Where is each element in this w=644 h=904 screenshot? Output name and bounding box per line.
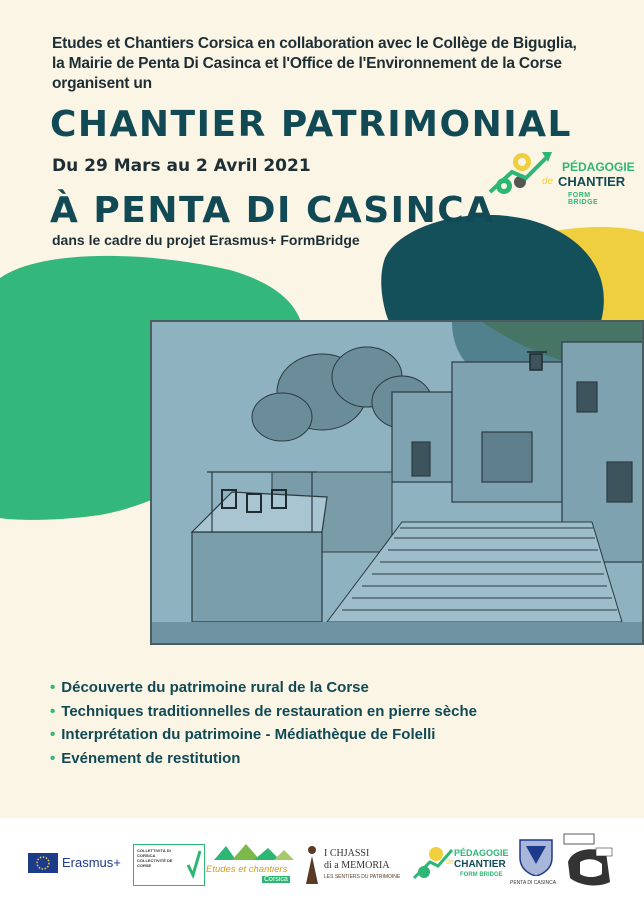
crest-icon: [516, 834, 556, 876]
bullet-icon: •: [50, 726, 56, 743]
intro-line-3: organisent un: [52, 75, 152, 92]
erasmus-logo: Erasmus+: [28, 853, 58, 878]
checkmark-icon: [186, 849, 202, 879]
collectivite-corse-logo: COLLETTIVITÀ DI CORSICA COLLECTIVITÉ DE CORSE: [133, 844, 205, 886]
ped-de: de: [542, 176, 554, 187]
mountains-icon: [214, 842, 294, 862]
etudes-chantiers-logo: Etudes et chantiers Corsica: [206, 842, 296, 892]
list-item: • Découverte du patrimoine rural de la Corse: [50, 679, 369, 696]
list-item: • Techniques traditionnelles de restauration en pierre sèche: [50, 702, 477, 720]
stone-staircase-drawing: [152, 322, 644, 645]
penta-di-casinca-logo: PENTA DI CASINCA: [510, 834, 562, 894]
bullet-icon: •: [50, 679, 56, 696]
ped-line-2: CHANTIER: [558, 174, 626, 189]
partner-logos-footer: [0, 818, 644, 904]
bullet-icon: •: [50, 749, 56, 767]
project-subtitle: dans le cadre du projet Erasmus+ FormBridge: [52, 232, 360, 248]
intro-line-2: la Mairie de Penta Di Casinca et l'Office de l'Environnement de la Corse: [52, 55, 562, 72]
bullet-icon: •: [50, 702, 56, 720]
college-biguglia-logo: [562, 832, 622, 894]
event-dates: Du 29 Mars au 2 Avril 2021: [52, 156, 311, 176]
activities-list: [50, 676, 477, 770]
chjassi-memoria-logo: I CHJASSI di a MEMORIA LES SENTIERS DU PATRIMOINE: [302, 838, 407, 894]
college-emblem-icon: [562, 832, 618, 890]
ped-line-3: FORM BRIDGE: [568, 192, 599, 206]
list-item: • Evénement de restitution: [50, 749, 241, 767]
pedagogie-chantier-footer-logo: PÉDAGOGIE de CHANTIER FORM BRIDGE: [410, 840, 510, 890]
figure-icon: [302, 844, 322, 884]
title-location: À PENTA DI CASINCA: [50, 190, 495, 231]
eu-flag-icon: [28, 853, 58, 873]
intro-text: [52, 34, 612, 94]
ped-line-1: PÉDAGOGIE: [562, 160, 635, 174]
pedagogie-chantier-logo: [482, 148, 635, 208]
intro-line-1: Etudes et Chantiers Corsica en collaboration avec le Collège de Biguglia,: [52, 35, 577, 52]
village-illustration: [150, 320, 644, 645]
title-chantier-patrimonial: CHANTIER PATRIMONIAL: [50, 104, 572, 145]
list-item: • Interprétation du patrimoine - Médiathèque de Folelli: [50, 726, 436, 743]
